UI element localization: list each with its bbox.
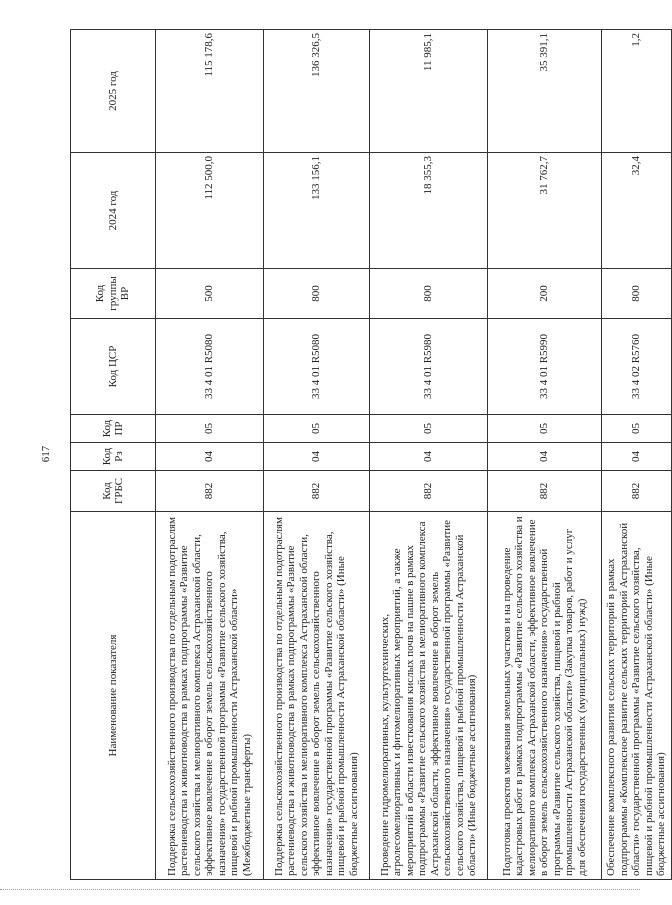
cell-2024: 133 156,1 bbox=[264, 153, 370, 269]
header-2025: 2025 год bbox=[71, 30, 156, 153]
cell-2025: 11 985,1 bbox=[370, 30, 488, 153]
cell-name: Подготовка проектов межевания земельных участков и на проведение кадастровых работ в рамках подпрограммы «Развитие сельского хозяйства и мелиоративного комплекса Астраханской области, эффективное вовлечение в оборот земель сельскохозяйственного назначения» государственной программы «Развитие сельского хозяйства, пищевой и рыбной промышленности Астраханской области» (Закупка товаров, работ и услуг для обеспечения государственных (муниципальных) нужд) bbox=[488, 512, 602, 880]
cell-vr: 200 bbox=[488, 269, 602, 319]
scan-edge-line bbox=[0, 889, 640, 890]
budget-table bbox=[70, 29, 672, 880]
cell-vr: 800 bbox=[602, 269, 672, 319]
cell-2025: 115 178,6 bbox=[156, 30, 264, 153]
cell-vr: 800 bbox=[264, 269, 370, 319]
cell-rz: 04 bbox=[264, 443, 370, 471]
header-rz: Код Рз bbox=[71, 443, 156, 471]
cell-name: Проведение гидромелиоративных, культуртехнических, агролесомелиоративных и фитомелиоративных мероприятий, а также мероприятий в области известкования кислых почв на пашне в рамках подпрограммы «Развитие сельского хозяйства и мелиоративного комплекса Астраханской области, эффективное вовлечение в оборот земель сельскохозяйственного назначения» государственной программы «Развитие сельского хозяйства, пищевой и рыбной промышленности Астраханской области» (Иные бюджетные ассигнования) bbox=[370, 512, 488, 880]
table-row bbox=[488, 30, 602, 880]
cell-2024: 112 500,0 bbox=[156, 153, 264, 269]
cell-2025: 1,2 bbox=[602, 30, 672, 153]
cell-name: Обеспечение комплексного развития сельских территорий в рамках подпрограммы «Комплексное развитие сельских территорий Астраханской области» государственной программы «Развитие сельского хозяйства, пищевой и рыбной промышленности Астраханской области» (Иные бюджетные ассигнования) bbox=[602, 512, 672, 880]
table-row bbox=[264, 30, 370, 880]
header-vr: Код группы ВР bbox=[71, 269, 156, 319]
cell-rz: 04 bbox=[488, 443, 602, 471]
cell-csr: 33 4 01 R5990 bbox=[488, 319, 602, 415]
cell-name: Поддержка сельскохозяйственного производства по отдельным подотраслям растениеводства и животноводства в рамках подпрограммы «Развитие сельского хозяйства и мелиоративного комплекса Астраханской области, эффективное вовлечение в оборот земель сельскохозяйственного назначения» государственной программы «Развитие сельского хозяйства, пищевой и рыбной промышленности Астраханской области» (Межбюджетные трансферты) bbox=[156, 512, 264, 880]
cell-rz: 04 bbox=[370, 443, 488, 471]
header-name: Наименование показателя bbox=[71, 512, 156, 880]
cell-grbs: 882 bbox=[264, 471, 370, 512]
cell-csr: 33 4 01 R5080 bbox=[264, 319, 370, 415]
table-row bbox=[602, 30, 672, 880]
cell-2024: 32,4 bbox=[602, 153, 672, 269]
cell-pr: 05 bbox=[264, 415, 370, 443]
cell-grbs: 882 bbox=[156, 471, 264, 512]
cell-2024: 18 355,3 bbox=[370, 153, 488, 269]
cell-csr: 33 4 01 R5080 bbox=[156, 319, 264, 415]
header-grbs: Код ГРБС bbox=[71, 471, 156, 512]
cell-pr: 05 bbox=[370, 415, 488, 443]
cell-pr: 05 bbox=[602, 415, 672, 443]
table-header-row bbox=[71, 30, 156, 880]
cell-rz: 04 bbox=[602, 443, 672, 471]
header-pr: Код ПР bbox=[71, 415, 156, 443]
table-row bbox=[370, 30, 488, 880]
table-row bbox=[156, 30, 264, 880]
cell-name: Поддержка сельскохозяйственного производства по отдельным подотраслям растениеводства и животноводства в рамках подпрограммы «Развитие сельского хозяйства и мелиоративного комплекса Астраханской области, эффективное вовлечение в оборот земель сельскохозяйственного назначения» государственной программы «Развитие сельского хозяйства, пищевой и рыбной промышленности Астраханской области» (Иные бюджетные ассигнования) bbox=[264, 512, 370, 880]
header-csr: Код ЦСР bbox=[71, 319, 156, 415]
header-2024: 2024 год bbox=[71, 153, 156, 269]
cell-grbs: 882 bbox=[602, 471, 672, 512]
cell-2025: 35 391,1 bbox=[488, 30, 602, 153]
cell-pr: 05 bbox=[156, 415, 264, 443]
page-number: 617 bbox=[40, 445, 52, 463]
cell-grbs: 882 bbox=[370, 471, 488, 512]
rotated-page bbox=[70, 30, 668, 880]
cell-csr: 33 4 01 R5980 bbox=[370, 319, 488, 415]
cell-grbs: 882 bbox=[488, 471, 602, 512]
cell-2024: 31 762,7 bbox=[488, 153, 602, 269]
cell-csr: 33 4 02 R5760 bbox=[602, 319, 672, 415]
cell-2025: 136 326,5 bbox=[264, 30, 370, 153]
cell-vr: 800 bbox=[370, 269, 488, 319]
cell-vr: 500 bbox=[156, 269, 264, 319]
cell-rz: 04 bbox=[156, 443, 264, 471]
cell-pr: 05 bbox=[488, 415, 602, 443]
